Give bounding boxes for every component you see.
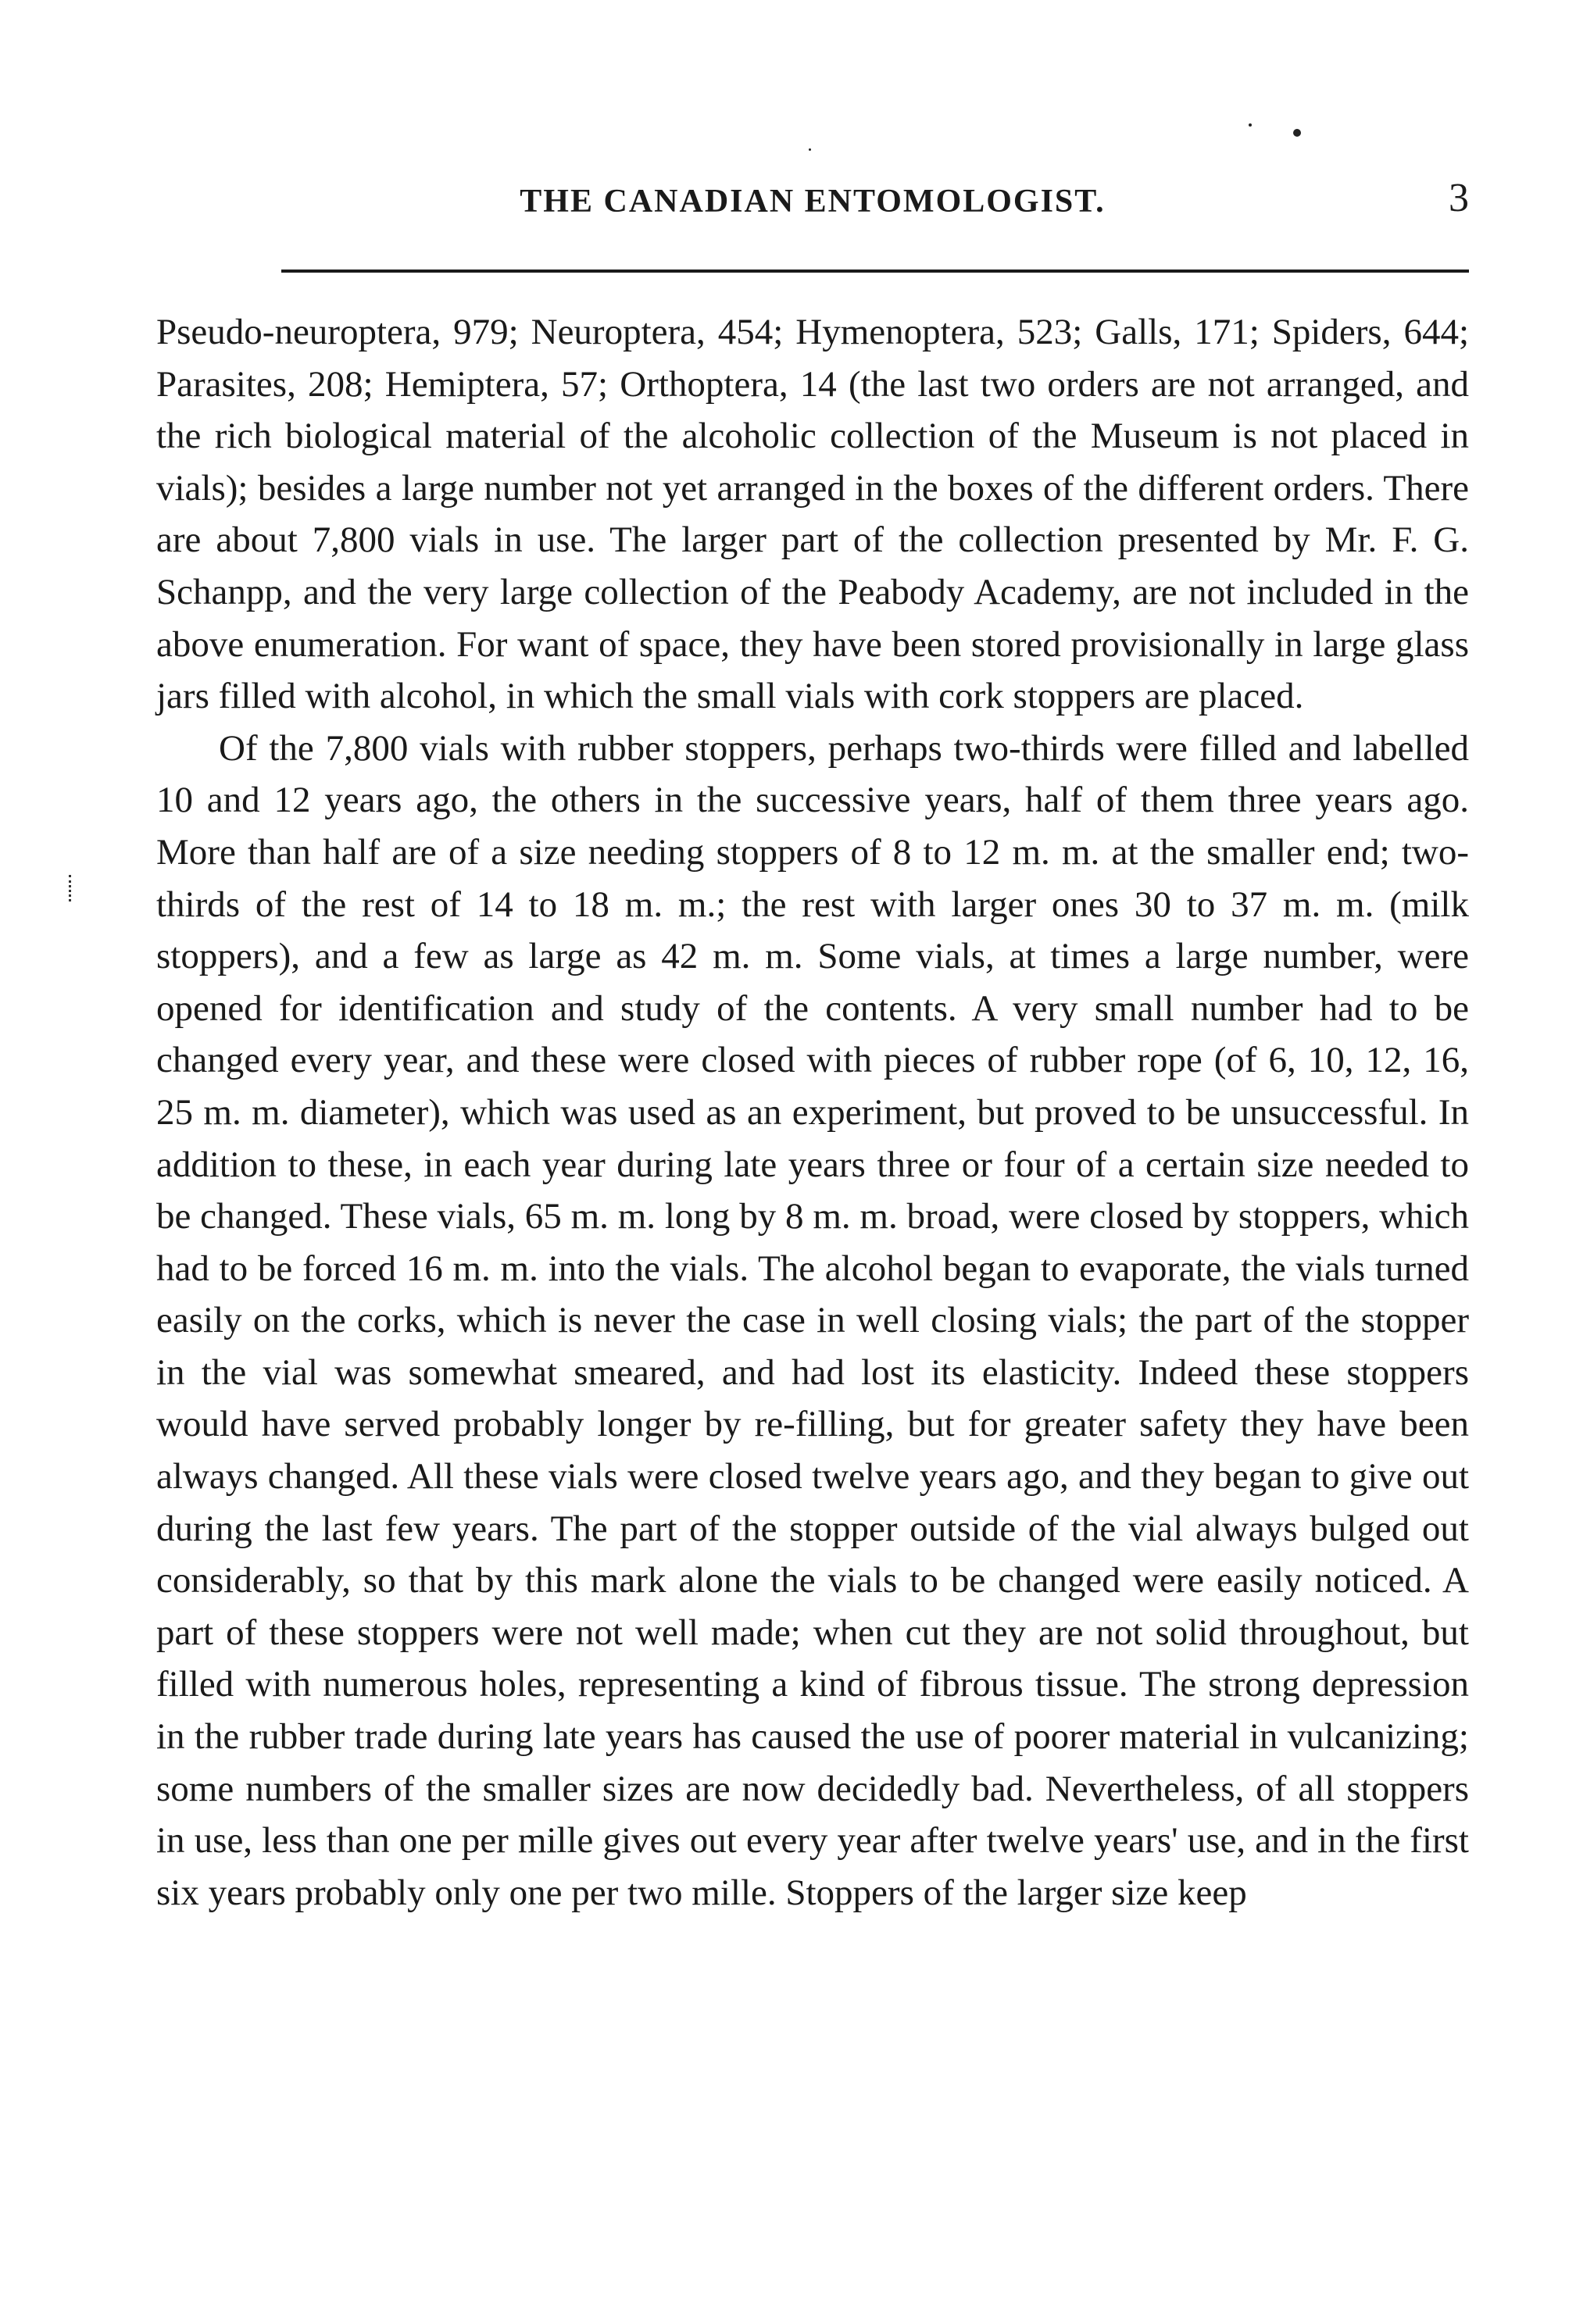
paragraph-rubber-stoppers: Of the 7,800 vials with rubber stoppers, perhaps two-thirds were filled and labelled 10 and 12 years ago, the others in the successive years, half of them three years ago. More than half are of a size needing stoppers of 8 to 12 m. m. at the smaller end; two-thirds of the rest of 14 to 18 m. m.; the rest with larger ones 30 to 37 m. m. (milk stoppers), and a few as large as 42 m. m. Some vials, at times a large number, were opened for identification and study of the contents. A very small number had to be changed every year, and these were closed with pieces of rubber rope (of 6, 10, 12, 16, 25 m. m. diameter), which was used as an experiment, but proved to be unsuccessful. In addition to these, in each year during late years three or four of a certain size needed to be changed. These vials, 65 m. m. long by 8 m. m. broad, were closed by stoppers, which had to be forced 16 m. m. into the vials. The alcohol began to evaporate, the vials turned easily on the corks, which is never the case in well closing vials; the part of the stopper in the vial was somewhat smeared, and had lost its elasticity. Indeed these stoppers would have served probably longer by re-filling, but for greater safety they have been always changed. All these vials were closed twelve years ago, and they began to give out during the last few years. The part of the stopper outside of the vial always bulged out considerably, so that by this mark alone the vials to be changed were easily noticed. A part of these stoppers were not well made; when cut they are not solid throughout, but filled with numerous holes, representing a kind of fibrous tissue. The strong depression in the rubber trade during late years has caused the use of poorer material in vulcanizing; some numbers of the smaller sizes are now decidedly bad. Nevertheless, of all stoppers in use, less than one per mille gives out every year after twelve years' use, and in the first six years probably only one per two mille. Stoppers of the larger size keep [156,727,1469,1913]
header-rule [281,270,1469,273]
print-speck [1293,129,1301,137]
article-body [156,306,1469,1919]
margin-mark [69,875,74,901]
print-speck [1249,123,1252,127]
page-number: 3 [1449,176,1469,220]
running-head [156,178,1469,225]
paragraph-continued: Pseudo-neuroptera, 979; Neuroptera, 454; Hymenoptera, 523; Galls, 171; Spiders, 644; Parasites, 208; Hemiptera, 57; Orthoptera, 14 (the last two orders are not arranged, and the rich biological material of the alcoholic collection of the Museum is not placed in vials); besides a large number not yet arranged in the boxes of the different orders. There are about 7,800 vials in use. The larger part of the collection presented by Mr. F. G. Schanpp, and the very large collection of the Peabody Academy, are not included in the above enumeration. For want of space, they have been stored provisionally in large glass jars filled with alcohol, in which the small vials with cork stoppers are placed. [156,312,1469,717]
journal-title: THE CANADIAN ENTOMOLOGIST. [520,184,1106,220]
print-speck [809,148,811,151]
